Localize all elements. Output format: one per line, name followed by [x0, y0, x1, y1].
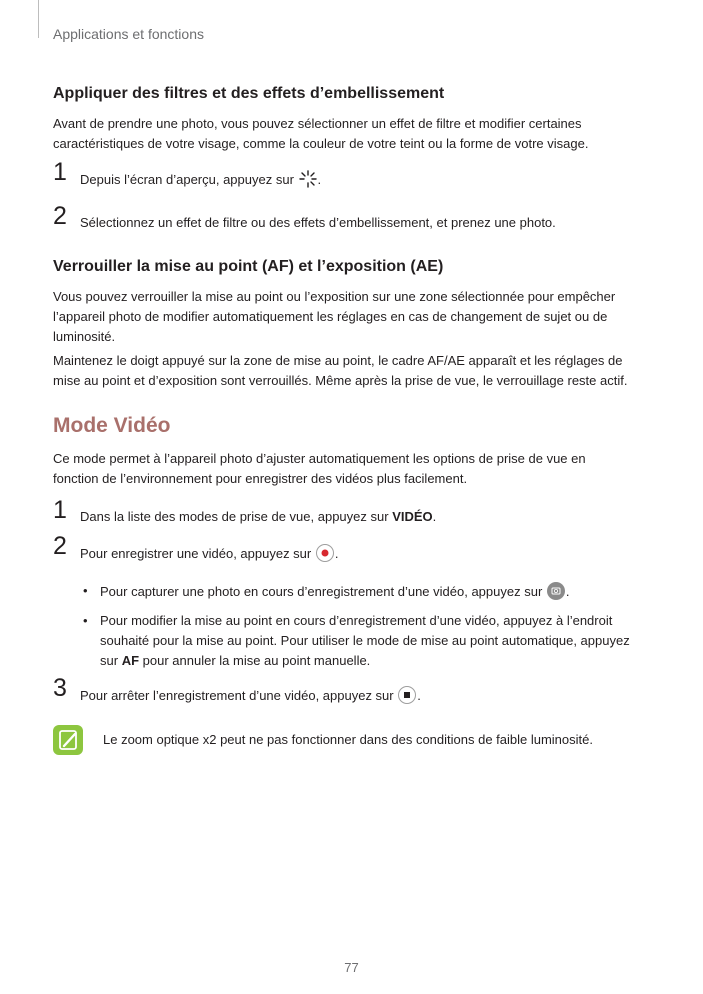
- afae-line: mise au point et d’exposition sont verrouillés. Même après la prise de vue, le verrouillage reste actif.: [53, 373, 628, 388]
- video-bullet-1: [53, 581, 653, 607]
- video-step-2: [53, 532, 653, 569]
- record-icon: [315, 543, 335, 569]
- video-heading: Mode Vidéo: [53, 414, 171, 437]
- step-text: Depuis l’écran d’aperçu, appuyez sur: [80, 172, 294, 187]
- punctuation: .: [417, 688, 421, 703]
- bullet-text: Pour capturer une photo en cours d’enregistrement d’une vidéo, appuyez sur: [100, 584, 543, 599]
- bullet-text: souhaité pour la mise au point. Pour utiliser le mode de mise au point automatique, appuyez: [100, 633, 630, 648]
- punctuation: .: [432, 509, 437, 524]
- afae-paragraph-2: [53, 351, 653, 391]
- bullet-text: sur: [100, 653, 119, 668]
- page-number: 77: [344, 960, 359, 975]
- filters-step-2: [53, 202, 653, 233]
- filters-intro-line: Avant de prendre une photo, vous pouvez sélectionner un effet de filtre et modifier certaines: [53, 116, 582, 131]
- video-intro-line: Ce mode permet à l’appareil photo d’ajuster automatiquement les options de prise de vue en: [53, 451, 586, 466]
- afae-paragraph-1: [53, 287, 653, 347]
- bullet-text: Pour modifier la mise au point en cours d’enregistrement d’une vidéo, appuyez à l’endroit: [100, 613, 613, 628]
- step-text: Pour enregistrer une vidéo, appuyez sur: [80, 546, 312, 561]
- filters-heading: Appliquer des filtres et des effets d’embellissement: [53, 85, 445, 102]
- punctuation: .: [565, 584, 570, 599]
- punctuation: .: [334, 546, 339, 561]
- filter-sparkle-icon: [298, 169, 318, 195]
- page-content: [53, 84, 653, 759]
- note-pencil-icon: [53, 725, 83, 755]
- afae-line: Maintenez le doigt appuyé sur la zone de mise au point, le cadre AF/AE apparaît et les réglages de: [53, 353, 623, 368]
- video-step-1: [53, 496, 653, 527]
- filters-intro-line: caractéristiques de votre visage, comme la couleur de votre teint ou la forme de votre visage.: [53, 136, 589, 151]
- bullet-dot: •: [83, 613, 88, 628]
- step-number: 2: [53, 532, 67, 560]
- afae-line: luminosité.: [53, 329, 116, 344]
- step-number: 1: [53, 158, 67, 186]
- note-text: Le zoom optique x2 peut ne pas fonctionner dans des conditions de faible luminosité.: [103, 732, 593, 747]
- afae-heading: Verrouiller la mise au point (AF) et l’exposition (AE): [53, 258, 444, 275]
- step-number: 1: [53, 496, 67, 524]
- step-text: Pour arrêter l’enregistrement d’une vidéo, appuyez sur: [80, 688, 394, 703]
- filters-intro: [53, 114, 653, 154]
- video-intro: [53, 449, 653, 489]
- step-text: Dans la liste des modes de prise de vue, appuyez sur: [80, 509, 389, 524]
- afae-line: l’appareil photo de modifier automatiquement les réglages en cas de changement de sujet ou de: [53, 309, 608, 324]
- filters-step-1: [53, 158, 653, 195]
- video-bullet-2: [53, 611, 653, 671]
- section-header: Applications et fonctions: [53, 26, 204, 42]
- bullet-dot: •: [83, 583, 88, 598]
- af-label: AF: [121, 653, 140, 668]
- video-intro-line: fonction de l’environnement pour enregistrer des vidéos plus facilement.: [53, 471, 468, 486]
- step-number: 2: [53, 202, 67, 230]
- punctuation: .: [317, 172, 322, 187]
- stop-icon: [397, 685, 417, 711]
- afae-line: Vous pouvez verrouiller la mise au point ou l’exposition sur une zone sélectionnée pour empêcher: [53, 289, 616, 304]
- video-mode-label: VIDÉO: [392, 509, 433, 524]
- step-text: Sélectionnez un effet de filtre ou des effets d’embellissement, et prenez une photo.: [80, 215, 556, 230]
- note-box: [53, 725, 653, 759]
- step-number: 3: [53, 674, 67, 702]
- capture-icon: [546, 581, 566, 607]
- video-step-3: [53, 674, 653, 711]
- margin-rule: [38, 0, 39, 38]
- bullet-text: pour annuler la mise au point manuelle.: [142, 653, 371, 668]
